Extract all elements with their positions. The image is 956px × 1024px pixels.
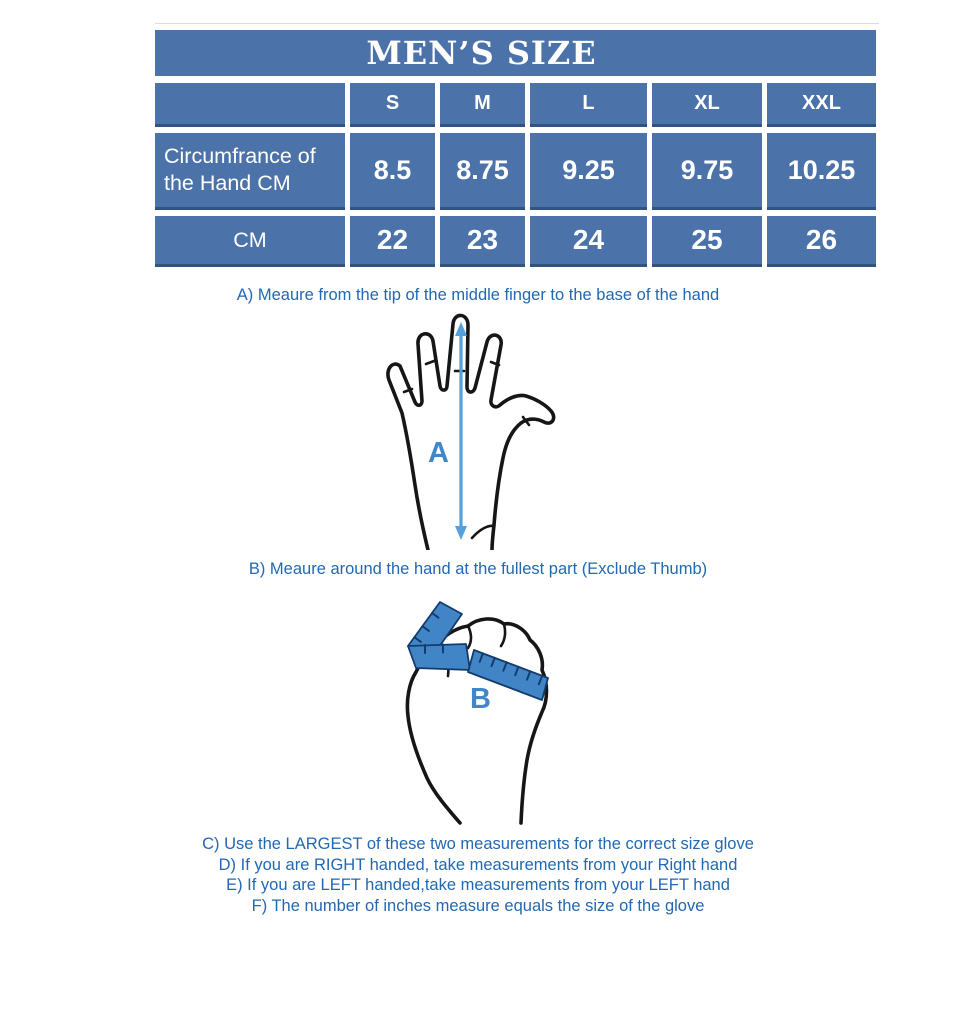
- top-divider-line: [155, 23, 879, 24]
- fist-figure: [382, 588, 582, 833]
- instruction-list: [0, 834, 956, 916]
- table-cell: 9.25: [530, 133, 647, 210]
- column-header-l: L: [530, 83, 647, 127]
- instruction-d: D) If you are RIGHT handed, take measurements from your Right hand: [218, 855, 738, 874]
- table-grid: [155, 83, 876, 267]
- instruction-b: B) Meaure around the hand at the fullest part (Exclude Thumb): [248, 560, 708, 578]
- open-hand-figure: [360, 310, 590, 550]
- instruction-e: E) If you are LEFT handed,take measurements from your LEFT hand: [226, 876, 730, 895]
- instruction-c: C) Use the LARGEST of these two measurements for the correct size glove: [202, 835, 754, 853]
- open-hand-outline: [388, 315, 554, 550]
- table-cell: 23: [440, 216, 525, 267]
- instruction-a: A) Meaure from the tip of the middle finger to the base of the hand: [236, 286, 720, 304]
- table-title: MEN’S SIZE: [155, 30, 876, 76]
- figure-a-label: A: [428, 437, 449, 469]
- table-cell: 8.5: [350, 133, 435, 210]
- table-cell: 26: [767, 216, 876, 267]
- table-cell: 8.75: [440, 133, 525, 210]
- table-cell: 22: [350, 216, 435, 267]
- table-cell: 10.25: [767, 133, 876, 210]
- column-header-xl: XL: [652, 83, 762, 127]
- column-header-xxl: XXL: [767, 83, 876, 127]
- figure-b-label: B: [470, 683, 491, 715]
- instruction-f: F) The number of inches measure equals the size of the glove: [251, 896, 705, 915]
- table-cell: 24: [530, 216, 647, 267]
- table-cell: 9.75: [652, 133, 762, 210]
- column-header-s: S: [350, 83, 435, 127]
- column-header-m: M: [440, 83, 525, 127]
- table-corner-cell: [155, 83, 345, 127]
- mens-size-table: [155, 30, 876, 267]
- row-label-circumference: Circumfrance of the Hand CM: [155, 133, 345, 210]
- row-label-cm: CM: [155, 216, 345, 267]
- table-cell: 25: [652, 216, 762, 267]
